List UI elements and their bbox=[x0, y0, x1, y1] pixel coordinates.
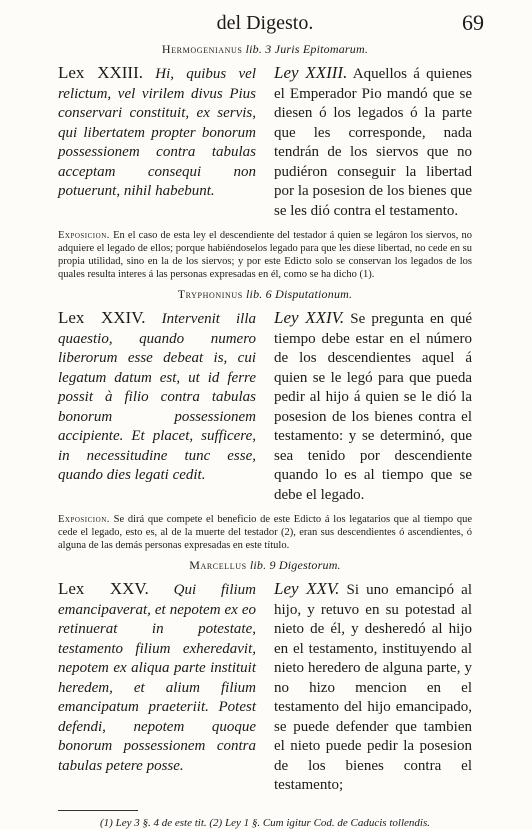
source-author: Tryphoninus bbox=[177, 287, 243, 301]
lex-number: Lex XXIII. bbox=[58, 63, 143, 82]
exposicion bbox=[58, 513, 472, 552]
spanish-column bbox=[274, 579, 472, 796]
latin-column bbox=[58, 63, 256, 221]
ley-number: Ley XXIV. bbox=[274, 308, 345, 327]
spanish-column bbox=[274, 63, 472, 221]
lex-number: Lex XXV. bbox=[58, 579, 149, 598]
spanish-column bbox=[274, 308, 472, 505]
ley-number: Ley XXIII. bbox=[274, 63, 348, 82]
exposicion bbox=[58, 229, 472, 281]
source-author: Marcellus bbox=[189, 558, 247, 572]
latin-paragraph bbox=[58, 308, 256, 486]
source-line bbox=[58, 287, 472, 302]
exposicion-label: Exposicion. bbox=[58, 514, 110, 525]
exposicion-text: Se dirá que compete el beneficio de este Edicto á los legatarios que al tiempo que cede el legado, esto es, al de la muerte del testador (2), eran sus descendientes ó ascendientes, ó alguna de las demás personas expresadas en este título. bbox=[58, 514, 472, 551]
latin-text: Intervenit illa quaestio, quando numero liberorum esse debeat is, cui legatum datum est, ut id ferre possit à filio contra tabulas bonorum possessionem accipiente. Et placet, sufficere, in necessitudine tunc esse, quando dies legati cedit. bbox=[58, 311, 257, 483]
exposicion-text: En el caso de esta ley el descendiente del testador á quien se legáron los siervos, no adquiere el legado de ellos; porque habiéndoselos legado para que les diese libertad, no cede en su propia utilidad, sino en la de los siervos; y por este Edicto solo se conservan los legados de los quales resulta interes á las personas expresadas en él, como se ha dicho (1). bbox=[58, 230, 473, 280]
spanish-paragraph bbox=[274, 579, 472, 796]
source-work: lib. 3 Juris Epitomarum. bbox=[245, 42, 369, 56]
spanish-paragraph bbox=[274, 308, 472, 505]
latin-column bbox=[58, 579, 256, 796]
page bbox=[58, 0, 484, 829]
latin-column bbox=[58, 308, 256, 505]
running-header bbox=[58, 0, 484, 40]
source-work: lib. 9 Digestorum. bbox=[249, 558, 341, 572]
footnotes: (1) Ley 3 §. 4 de este tit. (2) Ley 1 §. Cum igitur Cod. de Caducis tollendis. bbox=[100, 816, 430, 829]
spanish-text: Se pregunta en qué tiempo debe estar en el número de los descendientes aquel á quien se le legó para que pueda pedir al hijo á quien se le dió la posesion de los bienes contra el testamento: y se determinó, que sea tenido por descendiente quando lo es al tiempo que se debe el legado. bbox=[274, 311, 472, 503]
latin-text: Hi, quibus vel relictum, vel virilem divus Pius conservari constituit, ex servis, qui libertatem propter bonorum possessionem contra tabulas acceptam consequi non potuerunt, nihil habebunt. bbox=[58, 66, 257, 199]
footnote-divider bbox=[58, 810, 138, 811]
latin-paragraph bbox=[58, 63, 256, 202]
law-columns bbox=[58, 308, 472, 505]
law-columns bbox=[58, 63, 472, 221]
latin-paragraph bbox=[58, 579, 256, 776]
spanish-text: Si uno emancipó al hijo, y retuvo en su potestad al nieto de él, y desheredó al hijo en el testamento, instituyendo al nieto heredero de alguna parte, y no hizo mencion en el testamento del hijo emancipado, se puede defender que tambien el nieto puede pedir la posesion de los bienes contra el testamento; bbox=[274, 582, 472, 793]
source-line bbox=[58, 558, 472, 573]
lex-number: Lex XXIV. bbox=[58, 308, 146, 327]
spanish-text: Aquellos á quienes el Emperador Pio mandó que se diesen ó los legados ó la parte que les corresponde, nada tendrán de los siervos que no pudiéron conseguir la libertad por la posesion de los bienes que se les dió contra el testamento. bbox=[274, 66, 472, 219]
page-number: 69 bbox=[462, 10, 484, 35]
source-author: Hermogenianus bbox=[161, 42, 243, 56]
spanish-paragraph bbox=[274, 63, 472, 221]
ley-number: Ley XXV. bbox=[274, 579, 340, 598]
source-line bbox=[58, 42, 472, 57]
page-title: del Digesto. bbox=[216, 12, 314, 34]
source-work: lib. 6 Disputationum. bbox=[246, 287, 353, 301]
latin-text: Qui filium emancipaverat, et nepotem ex eo retinuerat in potestate, testamento filium exheredavit, nepotem ex aliqua parte instituit heredem, et alium filium emancipatum praeteriit. Potest defendi, nepotem quoque bonorum possessionem contra tabulas petere posse. bbox=[58, 582, 256, 774]
exposicion-label: Exposicion. bbox=[58, 230, 110, 241]
law-columns bbox=[58, 579, 472, 796]
